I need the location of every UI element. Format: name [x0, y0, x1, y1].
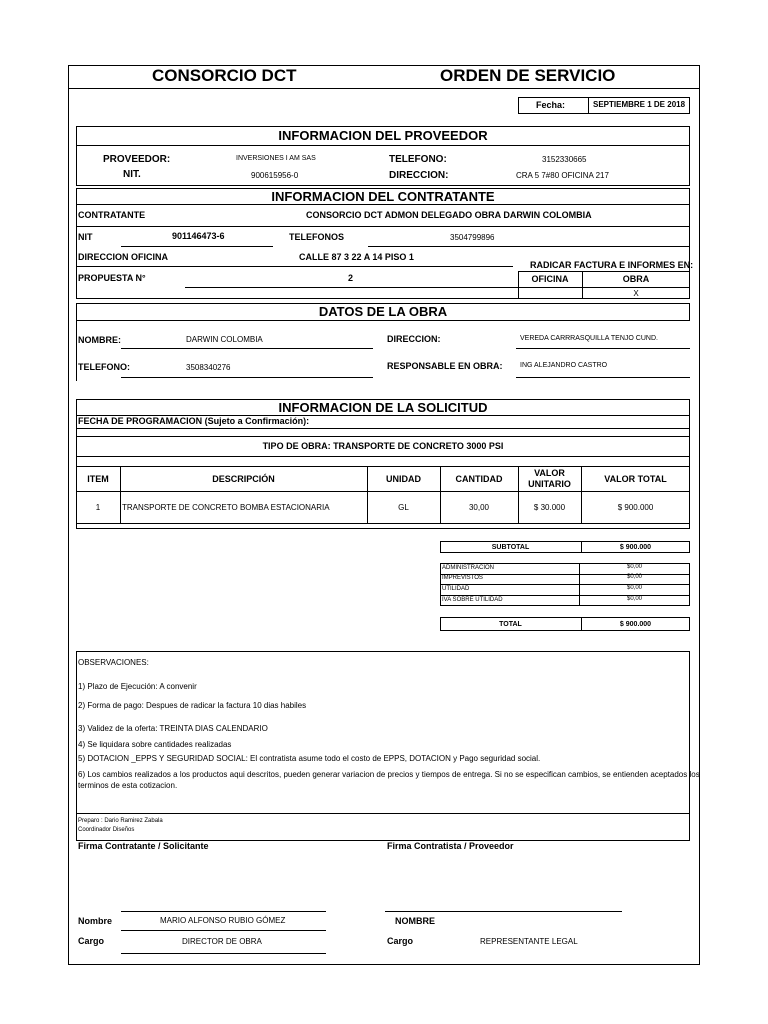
- extra-value-1: $0,00: [626, 574, 642, 580]
- divider: [518, 287, 690, 288]
- proveedor-direccion-value: CRA 5 7#80 OFICINA 217: [516, 171, 609, 180]
- divider: [121, 348, 373, 349]
- contratante-value: CONSORCIO DCT ADMON DELEGADO OBRA DARWIN COLOMBIA: [306, 210, 592, 220]
- obra-direccion-value: VEREDA CARRRASQUILLA TENJO CUND.: [520, 335, 658, 342]
- propuesta-label: PROPUESTA N°: [78, 273, 146, 283]
- divider: [76, 320, 690, 321]
- nombre2-label: NOMBRE: [395, 916, 435, 926]
- subtotal-value: $ 900.000: [619, 543, 652, 551]
- cargo-label: Cargo: [78, 936, 105, 946]
- solicitud-title: INFORMACION DE LA SOLICITUD: [278, 400, 488, 415]
- proveedor-telefono-label: TELEFONO:: [389, 154, 447, 165]
- nombre-label: Nombre: [78, 916, 113, 926]
- cargo2-label: Cargo: [387, 936, 414, 946]
- propuesta-value: 2: [348, 273, 354, 283]
- divider: [76, 266, 513, 267]
- nombre-value: MARIO ALFONSO RUBIO GÓMEZ: [160, 916, 286, 925]
- header-divider: [68, 88, 700, 89]
- divider: [385, 911, 622, 912]
- proveedor-direccion-label: DIRECCION:: [389, 170, 449, 181]
- divider: [76, 226, 690, 227]
- cargo2-value: REPRESENTANTE LEGAL: [480, 937, 578, 946]
- divider: [185, 287, 518, 288]
- contratante-direccion-value: CALLE 87 3 22 A 14 PISO 1: [299, 252, 414, 262]
- row-unidad: GL: [398, 503, 409, 512]
- col-unidad: UNIDAD: [386, 474, 421, 484]
- radicar-label: RADICAR FACTURA E INFORMES EN:: [530, 260, 694, 270]
- proveedor-telefono-value: 3152330665: [542, 155, 587, 164]
- firma-contratante-label: Firma Contratante / Solicitante: [78, 841, 209, 851]
- divider: [518, 271, 690, 272]
- col-valor-unitario: VALOR UNITARIO: [528, 468, 571, 489]
- contratante-title: INFORMACION DEL CONTRATANTE: [271, 189, 495, 204]
- extra-value-3: $0,00: [626, 596, 642, 602]
- divider: [121, 246, 273, 247]
- tipo-obra: TIPO DE OBRA: TRANSPORTE DE CONCRETO 3000 PSI: [262, 441, 504, 451]
- extra-label-2: UTILIDAD: [442, 586, 470, 592]
- observacion-6: 6) Los cambios realizados a los productos aqui descritos, pueden generar variacion de precios y tiempos de entrega. Si no se especifican cambios, se entienden aceptados los: [78, 770, 700, 779]
- col-valor-total: VALOR TOTAL: [604, 474, 667, 484]
- observacion-5: 5) DOTACION _EPPS Y SEGURIDAD SOCIAL: El contratista asume todo el costo de EPPS, DOTACION y Pago seguridad social.: [78, 754, 541, 763]
- obra-telefono-label: TELEFONO:: [78, 362, 130, 372]
- observacion-2: 2) Forma de pago: Despues de radicar la factura 10 dias habiles: [78, 701, 307, 710]
- observacion-4: 4) Se liquidara sobre cantidades realizadas: [78, 740, 232, 749]
- contratante-label: CONTRATANTE: [78, 210, 146, 220]
- row-valor-unitario: $ 30.000: [533, 503, 566, 512]
- observacion-1: 1) Plazo de Ejecución: A convenir: [78, 682, 197, 691]
- doc-title: ORDEN DE SERVICIO: [440, 66, 616, 85]
- fecha-divider: [588, 97, 589, 114]
- obra-nombre-label: NOMBRE:: [78, 335, 121, 345]
- divider: [76, 523, 690, 524]
- obra-title: DATOS DE LA OBRA: [318, 304, 448, 319]
- extra-label-1: IMPREVISTOS: [442, 575, 483, 581]
- contratante-nit-label: NIT: [78, 232, 93, 242]
- proveedor-title: INFORMACION DEL PROVEEDOR: [278, 128, 488, 143]
- col-item: ITEM: [87, 474, 109, 484]
- divider: [516, 377, 690, 378]
- fecha-value: SEPTIEMBRE 1 DE 2018: [593, 100, 686, 109]
- col-cantidad: CANTIDAD: [455, 474, 503, 484]
- fecha-label: Fecha:: [536, 100, 566, 110]
- company-name: CONSORCIO DCT: [152, 66, 297, 85]
- col-descripcion: DESCRIPCIÓN: [212, 474, 275, 484]
- contratante-telefonos-label: TELEFONOS: [289, 232, 345, 242]
- cargo-value: DIRECTOR DE OBRA: [182, 937, 262, 946]
- preparo-cargo: Coordinador Diseños: [78, 827, 135, 833]
- proveedor-value: INVERSIONES I AM SAS: [236, 155, 316, 162]
- row-item: 1: [95, 503, 101, 512]
- extra-label-3: IVA SOBRE UTILIDAD: [442, 597, 503, 603]
- observaciones-title: OBSERVACIONES:: [78, 658, 149, 667]
- divider: [121, 377, 373, 378]
- divider: [121, 911, 326, 912]
- divider: [76, 428, 690, 429]
- divider: [76, 813, 690, 814]
- row-cantidad: 30,00: [468, 503, 490, 512]
- extra-value-2: $0,00: [626, 585, 642, 591]
- extra-value-0: $0,00: [626, 564, 642, 570]
- row-descripcion: TRANSPORTE DE CONCRETO BOMBA ESTACIONARIA: [122, 503, 330, 512]
- proveedor-label: PROVEEDOR:: [103, 154, 171, 165]
- row-valor-total: $ 900.000: [617, 503, 654, 512]
- obra-direccion-label: DIRECCION:: [387, 334, 441, 344]
- firma-contratista-label: Firma Contratista / Proveedor: [387, 841, 514, 851]
- observacion-6b: terminos de esta cotizacion.: [78, 781, 178, 790]
- divider: [76, 145, 690, 146]
- obra-responsable-value: ING ALEJANDRO CASTRO: [520, 362, 608, 369]
- proveedor-nit-value: 900615956-0: [251, 171, 299, 180]
- observacion-3: 3) Validez de la oferta: TREINTA DIAS CALENDARIO: [78, 724, 268, 733]
- obra-nombre-value: DARWIN COLOMBIA: [186, 335, 263, 344]
- preparo: Preparo : Dario Ramirez Zabala: [78, 818, 163, 824]
- divider: [121, 953, 326, 954]
- oficina-label: OFICINA: [531, 274, 569, 284]
- contratante-nit-value: 901146473-6: [172, 231, 225, 241]
- total-value: $ 900.000: [619, 620, 652, 628]
- obra-label: OBRA: [622, 274, 650, 284]
- divider: [121, 930, 326, 931]
- contratante-direccion-label: DIRECCION OFICINA: [78, 252, 168, 262]
- obra-mark: X: [633, 289, 639, 298]
- divider: [368, 246, 690, 247]
- extra-label-0: ADMINISTRACION: [442, 565, 495, 571]
- fecha-programacion-label: FECHA DE PROGRAMACION (Sujeto a Confirmación):: [78, 416, 310, 426]
- obra-responsable-label: RESPONSABLE EN OBRA:: [387, 361, 503, 371]
- divider: [516, 348, 690, 349]
- total-label: TOTAL: [499, 620, 522, 628]
- subtotal-label: SUBTOTAL: [491, 543, 530, 551]
- divider: [76, 204, 690, 205]
- divider: [76, 436, 690, 437]
- obra-telefono-value: 3508340276: [186, 363, 231, 372]
- divider: [76, 456, 690, 457]
- contratante-telefonos-value: 3504799896: [450, 233, 495, 242]
- proveedor-nit-label: NIT.: [123, 169, 141, 180]
